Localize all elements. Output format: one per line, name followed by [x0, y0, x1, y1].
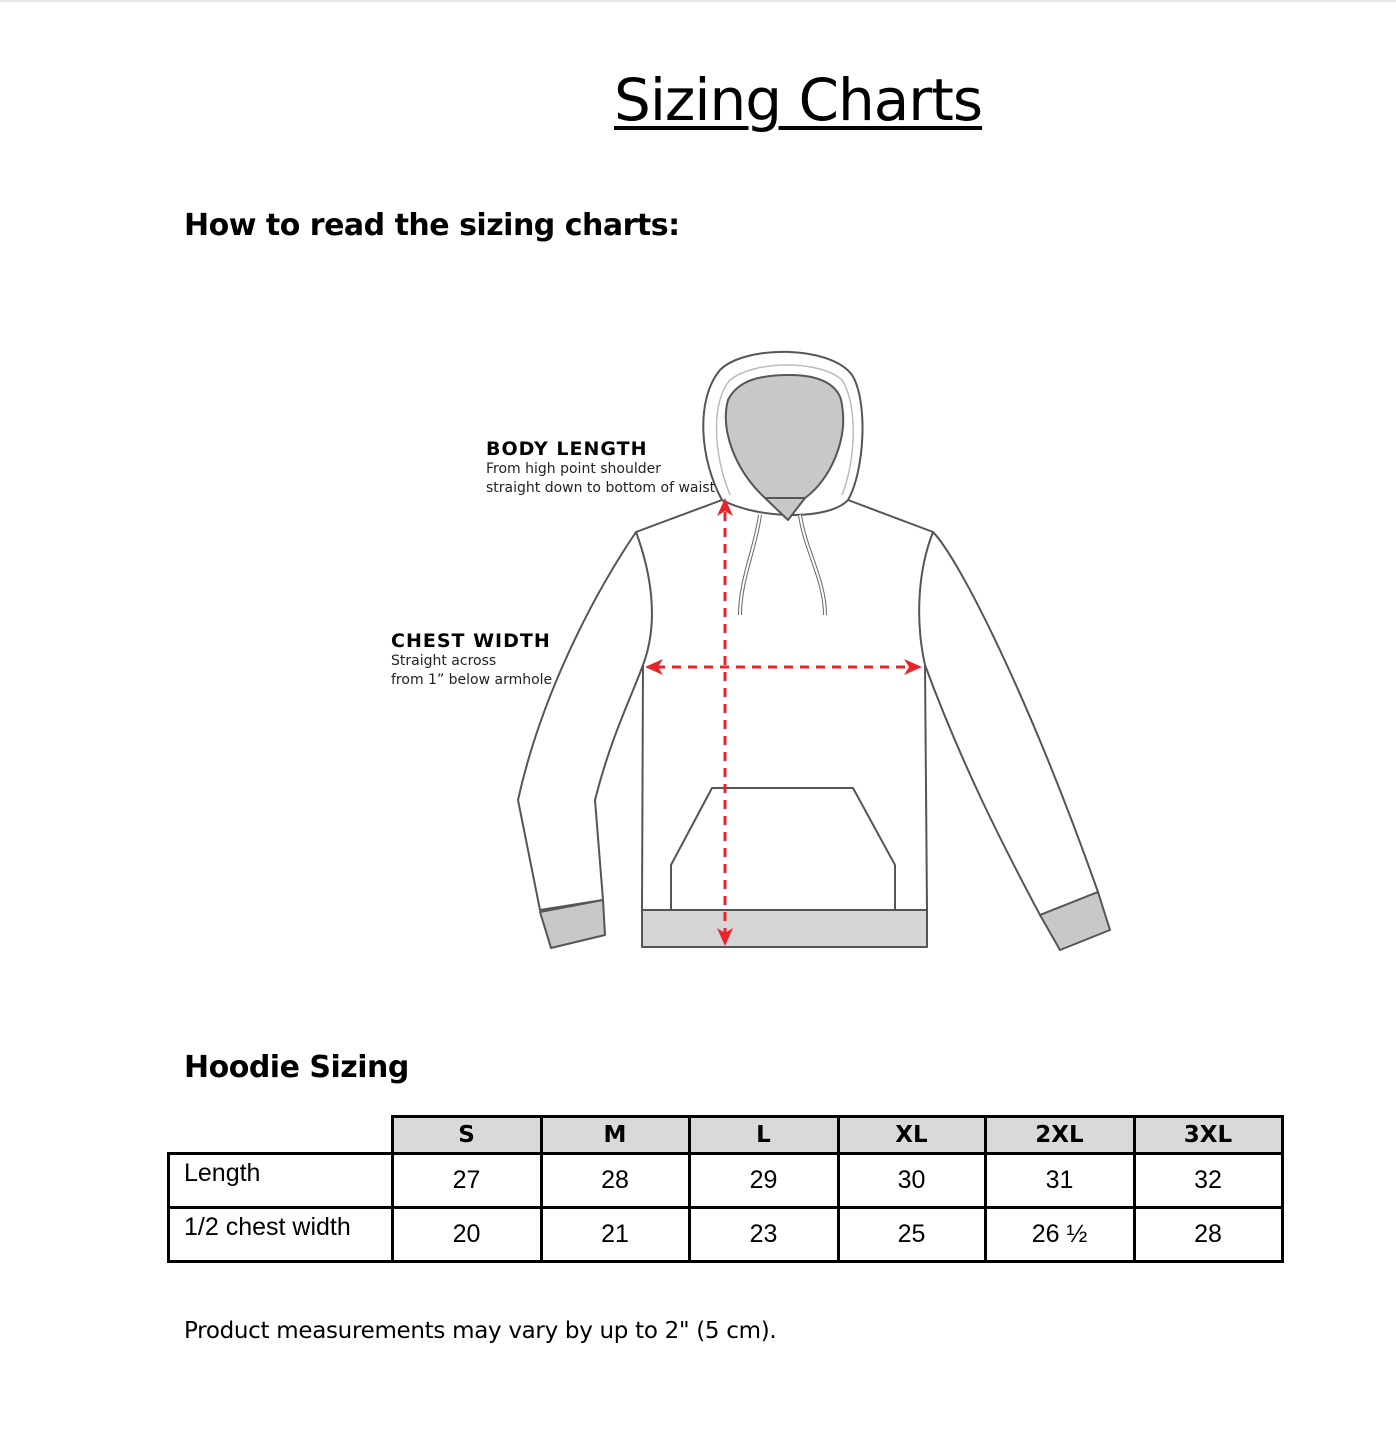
chest-width-heading: CHEST WIDTH: [391, 630, 551, 652]
chest-width-desc-2: from 1” below armhole: [391, 672, 553, 688]
hoodie-sizing-heading: Hoodie Sizing: [184, 1050, 409, 1085]
col-header: 3XL: [1134, 1117, 1282, 1154]
table-header-row: [169, 1117, 1283, 1154]
table-row: [169, 1154, 1283, 1208]
table-cell: 31: [985, 1154, 1134, 1208]
body-length-desc-1: From high point shoulder: [486, 461, 662, 477]
right-sleeve: [925, 532, 1098, 915]
arrowhead-right-icon: [904, 659, 922, 675]
col-header: 2XL: [985, 1117, 1134, 1154]
page-top-rule: [0, 0, 1396, 2]
kangaroo-pocket: [671, 788, 895, 910]
body-length-heading: BODY LENGTH: [486, 438, 648, 460]
how-to-heading: How to read the sizing charts:: [184, 208, 680, 243]
row-label: 1/2 chest width: [169, 1208, 393, 1262]
col-header: L: [689, 1117, 838, 1154]
col-header: XL: [838, 1117, 985, 1154]
hoodie-size-table: [167, 1115, 1284, 1263]
chest-width-label: [391, 630, 552, 690]
table-cell: 28: [1134, 1208, 1282, 1262]
col-header: S: [392, 1117, 541, 1154]
left-sleeve: [518, 532, 643, 910]
table-cell: 21: [541, 1208, 689, 1262]
right-cuff: [1040, 892, 1110, 950]
table-cell: 27: [392, 1154, 541, 1208]
table-cell: 28: [541, 1154, 689, 1208]
table-cell: 26 ½: [985, 1208, 1134, 1262]
table-cell: 30: [838, 1154, 985, 1208]
row-label: Length: [169, 1154, 393, 1208]
table-cell: 20: [392, 1208, 541, 1262]
page-title: Sizing Charts: [614, 66, 983, 134]
col-header: M: [541, 1117, 689, 1154]
left-cuff: [540, 900, 605, 948]
waistband: [642, 910, 927, 947]
chest-width-desc-1: Straight across: [391, 653, 497, 669]
table-row: [169, 1208, 1283, 1262]
table-cell: 29: [689, 1154, 838, 1208]
body-length-label: [486, 438, 715, 498]
table-cell: 32: [1134, 1154, 1282, 1208]
measurement-note: Product measurements may vary by up to 2" (5 cm).: [184, 1318, 777, 1344]
table-cell: 25: [838, 1208, 985, 1262]
table-corner-cell: [169, 1117, 393, 1154]
table-cell: 23: [689, 1208, 838, 1262]
body-length-desc-2: straight down to bottom of waist: [486, 480, 716, 496]
